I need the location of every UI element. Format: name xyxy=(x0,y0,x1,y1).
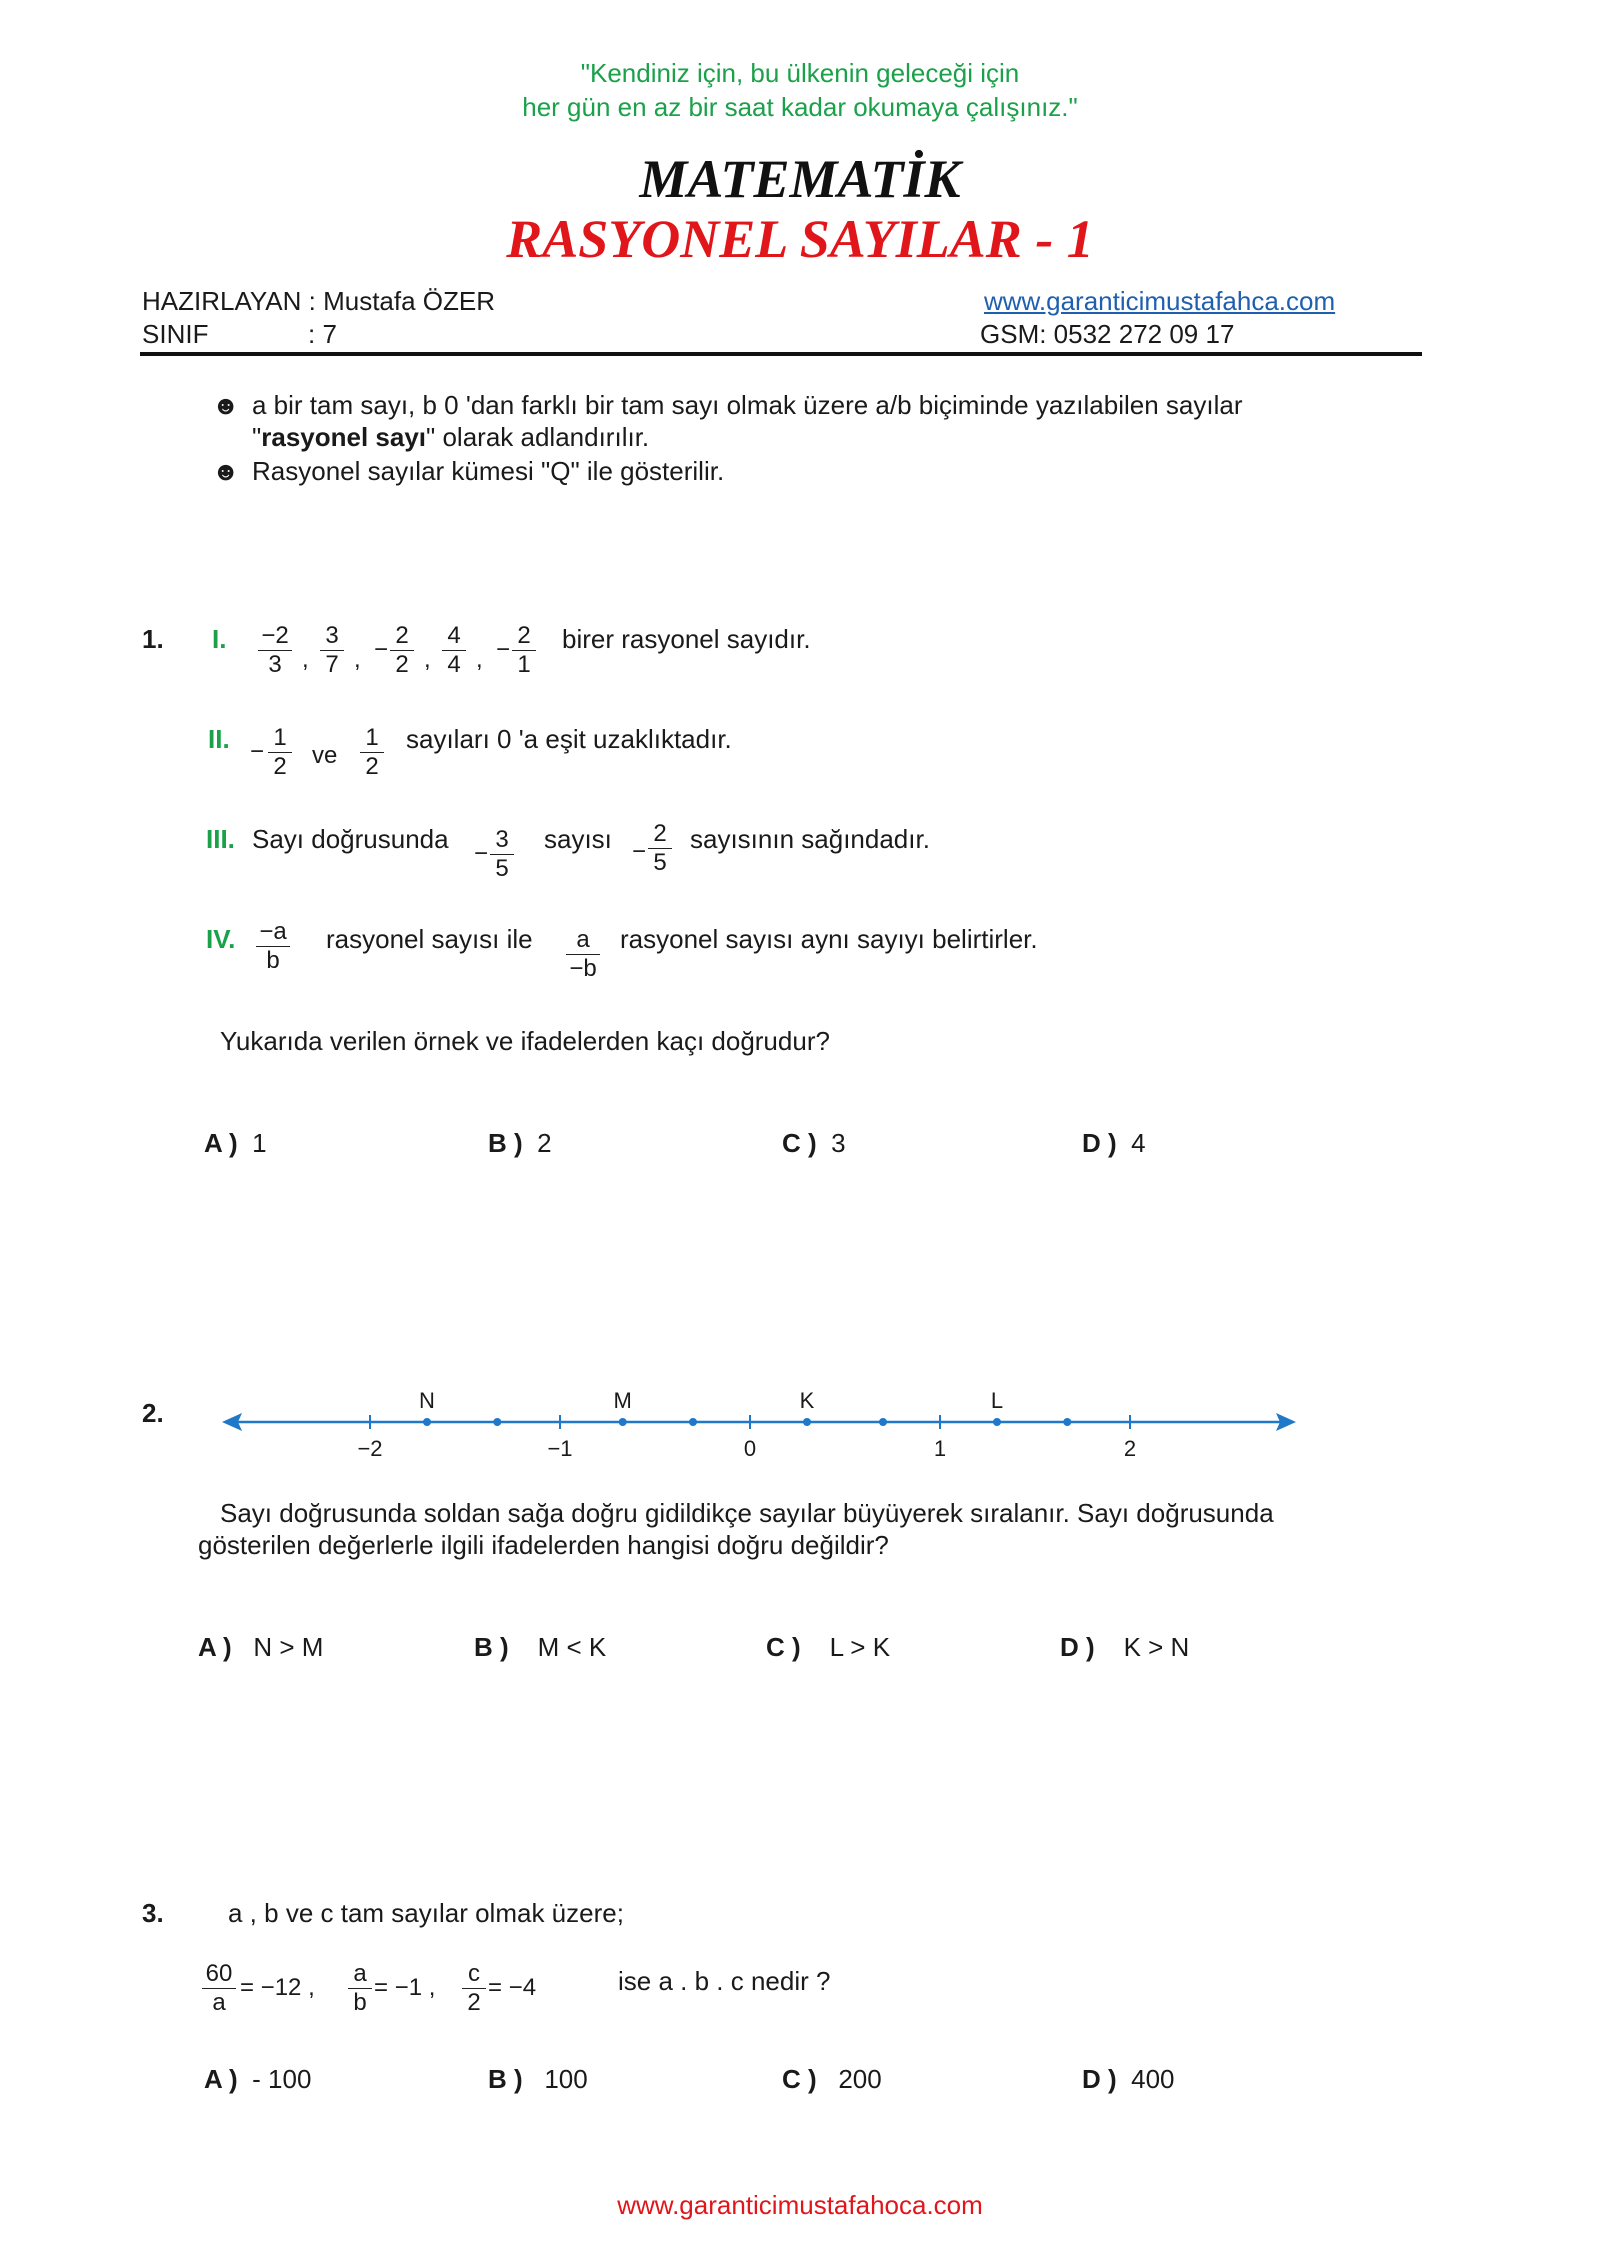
point-label: N xyxy=(419,1388,435,1413)
header-divider xyxy=(140,352,1422,356)
option-letter: D ) xyxy=(1082,1128,1117,1158)
point-dot xyxy=(803,1418,811,1426)
denominator: 4 xyxy=(447,651,461,678)
numerator: 2 xyxy=(648,820,672,849)
numerator: −a xyxy=(256,918,290,947)
minus-sign: − xyxy=(250,738,265,765)
equation-rhs: = −4 xyxy=(488,1974,537,2001)
topic-title: RASYONEL SAYILAR - 1 xyxy=(506,209,1094,269)
intro-bullet-1b-rest: " olarak adlandırılır. xyxy=(426,422,650,452)
statement-I-text: birer rasyonel sayıdır. xyxy=(562,624,811,654)
statement-II-text: sayıları 0 'a eşit uzaklıktadır. xyxy=(406,724,732,754)
tick-label: −2 xyxy=(357,1436,383,1460)
point-label: M xyxy=(613,1388,632,1413)
statement-III-mid: sayısı xyxy=(544,824,612,854)
statement-IV-mid: rasyonel sayısı ile xyxy=(326,924,533,954)
minus-sign: − xyxy=(632,838,647,865)
number-line xyxy=(220,1380,1300,1460)
q2-option-c[interactable] xyxy=(766,1632,890,1663)
denominator: 7 xyxy=(325,651,339,678)
denominator: 2 xyxy=(273,753,287,780)
option-letter: B ) xyxy=(488,2064,523,2094)
fraction xyxy=(258,622,292,679)
fraction xyxy=(648,820,672,877)
denominator: 2 xyxy=(395,651,409,678)
q2-option-d[interactable] xyxy=(1060,1632,1189,1663)
question-1-number: 1. xyxy=(142,624,164,654)
statement-IV-text: rasyonel sayısı aynı sayıyı belirtirler. xyxy=(620,924,1038,954)
statement-III-pre: Sayı doğrusunda xyxy=(252,824,449,854)
question-2-text-line-2: gösterilen değerlerle ilgili ifadelerden hangisi doğru değildir? xyxy=(198,1530,889,1560)
rational-number-term: rasyonel sayı xyxy=(261,422,427,452)
tick-label: 1 xyxy=(933,1436,947,1460)
denominator: 5 xyxy=(495,855,509,882)
numerator: 3 xyxy=(320,622,344,651)
point-dot xyxy=(1063,1418,1071,1426)
q2-option-a[interactable] xyxy=(198,1632,323,1663)
footer-website[interactable]: www.garanticimustafahoca.com xyxy=(617,2190,983,2220)
phone-number: GSM: 0532 272 09 17 xyxy=(980,319,1235,349)
point-label: K xyxy=(799,1388,815,1413)
option-value: - 100 xyxy=(252,2064,312,2094)
minus-sign: − xyxy=(496,636,511,663)
fraction xyxy=(490,826,514,883)
minus-sign: − xyxy=(374,636,389,663)
comma: , xyxy=(424,646,431,673)
option-letter: D ) xyxy=(1060,1632,1095,1662)
point-dot xyxy=(423,1418,431,1426)
option-value: 1 xyxy=(252,1128,267,1158)
question-2-number: 2. xyxy=(142,1398,164,1428)
tick-label: 0 xyxy=(743,1436,757,1460)
fraction xyxy=(348,1960,372,2017)
point-dot xyxy=(879,1418,887,1426)
numerator: a xyxy=(348,1960,372,1989)
smiley-bullet-icon: ☻ xyxy=(212,456,240,486)
quote-line-1: "Kendiniz için, bu ülkenin geleceği için xyxy=(580,58,1020,88)
quote-mark: " xyxy=(252,422,262,452)
denominator: 2 xyxy=(365,753,379,780)
q3-option-b[interactable] xyxy=(488,2064,588,2095)
fraction xyxy=(320,622,344,679)
q1-option-d[interactable] xyxy=(1082,1128,1146,1159)
ve-word: ve xyxy=(312,742,338,769)
denominator: b xyxy=(353,1989,367,2016)
fraction xyxy=(512,622,536,679)
option-letter: B ) xyxy=(474,1632,509,1662)
smiley-bullet-icon: ☻ xyxy=(212,390,240,420)
option-value: N > M xyxy=(253,1632,324,1662)
grade-value: : 7 xyxy=(308,319,337,349)
option-letter: D ) xyxy=(1082,2064,1117,2094)
equation-rhs: = −1 , xyxy=(374,1974,436,2001)
numerator: −2 xyxy=(258,622,292,651)
fraction xyxy=(268,724,292,781)
q3-option-d[interactable] xyxy=(1082,2064,1175,2095)
option-value: M < K xyxy=(537,1632,607,1662)
option-letter: A ) xyxy=(204,2064,238,2094)
option-letter: A ) xyxy=(198,1632,232,1662)
option-value: 400 xyxy=(1131,2064,1175,2094)
denominator: b xyxy=(266,947,280,974)
subject-title: MATEMATİK xyxy=(639,149,961,209)
point-label: L xyxy=(990,1388,1004,1413)
numerator: 2 xyxy=(512,622,536,651)
denominator: −b xyxy=(569,955,597,982)
comma: , xyxy=(354,646,361,673)
tick-label: 2 xyxy=(1123,1436,1137,1460)
question-1-text: Yukarıda verilen örnek ve ifadelerden kaçı doğrudur? xyxy=(220,1026,830,1056)
grade-label: SINIF xyxy=(142,319,209,349)
option-letter: B ) xyxy=(488,1128,523,1158)
q1-option-b[interactable] xyxy=(488,1128,552,1159)
option-value: L > K xyxy=(829,1632,891,1662)
option-value: 4 xyxy=(1131,1128,1146,1158)
comma: , xyxy=(476,646,483,673)
option-letter: C ) xyxy=(782,1128,817,1158)
denominator: 2 xyxy=(467,1989,481,2016)
denominator: 1 xyxy=(517,651,531,678)
equation-rhs: = −12 , xyxy=(240,1974,315,2001)
fraction xyxy=(202,1960,236,2017)
denominator: 5 xyxy=(653,849,667,876)
comma: , xyxy=(302,646,309,673)
question-3-ask: ise a . b . c nedir ? xyxy=(618,1966,831,1996)
denominator: a xyxy=(212,1989,226,2016)
option-value: 200 xyxy=(838,2064,882,2094)
option-value: 100 xyxy=(544,2064,588,2094)
statement-III-label: III. xyxy=(206,824,235,854)
q3-option-c[interactable] xyxy=(782,2064,882,2095)
option-letter: A ) xyxy=(204,1128,238,1158)
point-dot xyxy=(993,1418,1001,1426)
fraction xyxy=(462,1960,486,2017)
point-dot xyxy=(493,1418,501,1426)
q1-option-c[interactable] xyxy=(782,1128,846,1159)
q3-option-a[interactable] xyxy=(204,2064,311,2095)
point-dot xyxy=(689,1418,697,1426)
fraction xyxy=(256,918,290,975)
intro-bullet-2: Rasyonel sayılar kümesi "Q" ile gösterilir. xyxy=(252,456,725,486)
intro-bullet-1b xyxy=(252,422,649,453)
point-dot xyxy=(619,1418,627,1426)
option-value: K > N xyxy=(1123,1632,1190,1662)
numerator: 2 xyxy=(390,622,414,651)
q2-option-b[interactable] xyxy=(474,1632,606,1663)
statement-III-text: sayısının sağındadır. xyxy=(690,824,930,854)
tick-label: −1 xyxy=(547,1436,573,1460)
intro-bullet-1a: a bir tam sayı, b 0 'dan farklı bir tam sayı olmak üzere a/b biçiminde yazılabilen sayılar xyxy=(252,390,1243,420)
denominator: 3 xyxy=(268,651,282,678)
statement-IV-label: IV. xyxy=(206,924,236,954)
numerator: 3 xyxy=(490,826,514,855)
fraction xyxy=(566,926,600,983)
option-letter: C ) xyxy=(766,1632,801,1662)
numerator: 60 xyxy=(202,1960,236,1989)
option-letter: C ) xyxy=(782,2064,817,2094)
numerator: a xyxy=(566,926,600,955)
minus-sign: − xyxy=(474,840,489,867)
numerator: 1 xyxy=(268,724,292,753)
question-3-text: a , b ve c tam sayılar olmak üzere; xyxy=(228,1898,624,1928)
numerator: c xyxy=(462,1960,486,1989)
numerator: 1 xyxy=(360,724,384,753)
website-link[interactable]: www.garanticimustafahca.com xyxy=(984,286,1336,316)
question-2-text-line-1: Sayı doğrusunda soldan sağa doğru gidildikçe sayılar büyüyerek sıralanır. Sayı doğrusunda xyxy=(220,1498,1274,1528)
statement-II-label: II. xyxy=(208,724,230,754)
fraction xyxy=(390,622,414,679)
option-value: 3 xyxy=(831,1128,846,1158)
fraction xyxy=(360,724,384,781)
option-value: 2 xyxy=(537,1128,552,1158)
question-3-number: 3. xyxy=(142,1898,164,1928)
statement-I-label: I. xyxy=(212,624,227,654)
fraction xyxy=(442,622,466,679)
author-label: HAZIRLAYAN : Mustafa ÖZER xyxy=(142,286,496,316)
quote-line-2: her gün en az bir saat kadar okumaya çalışınız." xyxy=(522,92,1078,122)
numerator: 4 xyxy=(442,622,466,651)
q1-option-a[interactable] xyxy=(204,1128,267,1159)
